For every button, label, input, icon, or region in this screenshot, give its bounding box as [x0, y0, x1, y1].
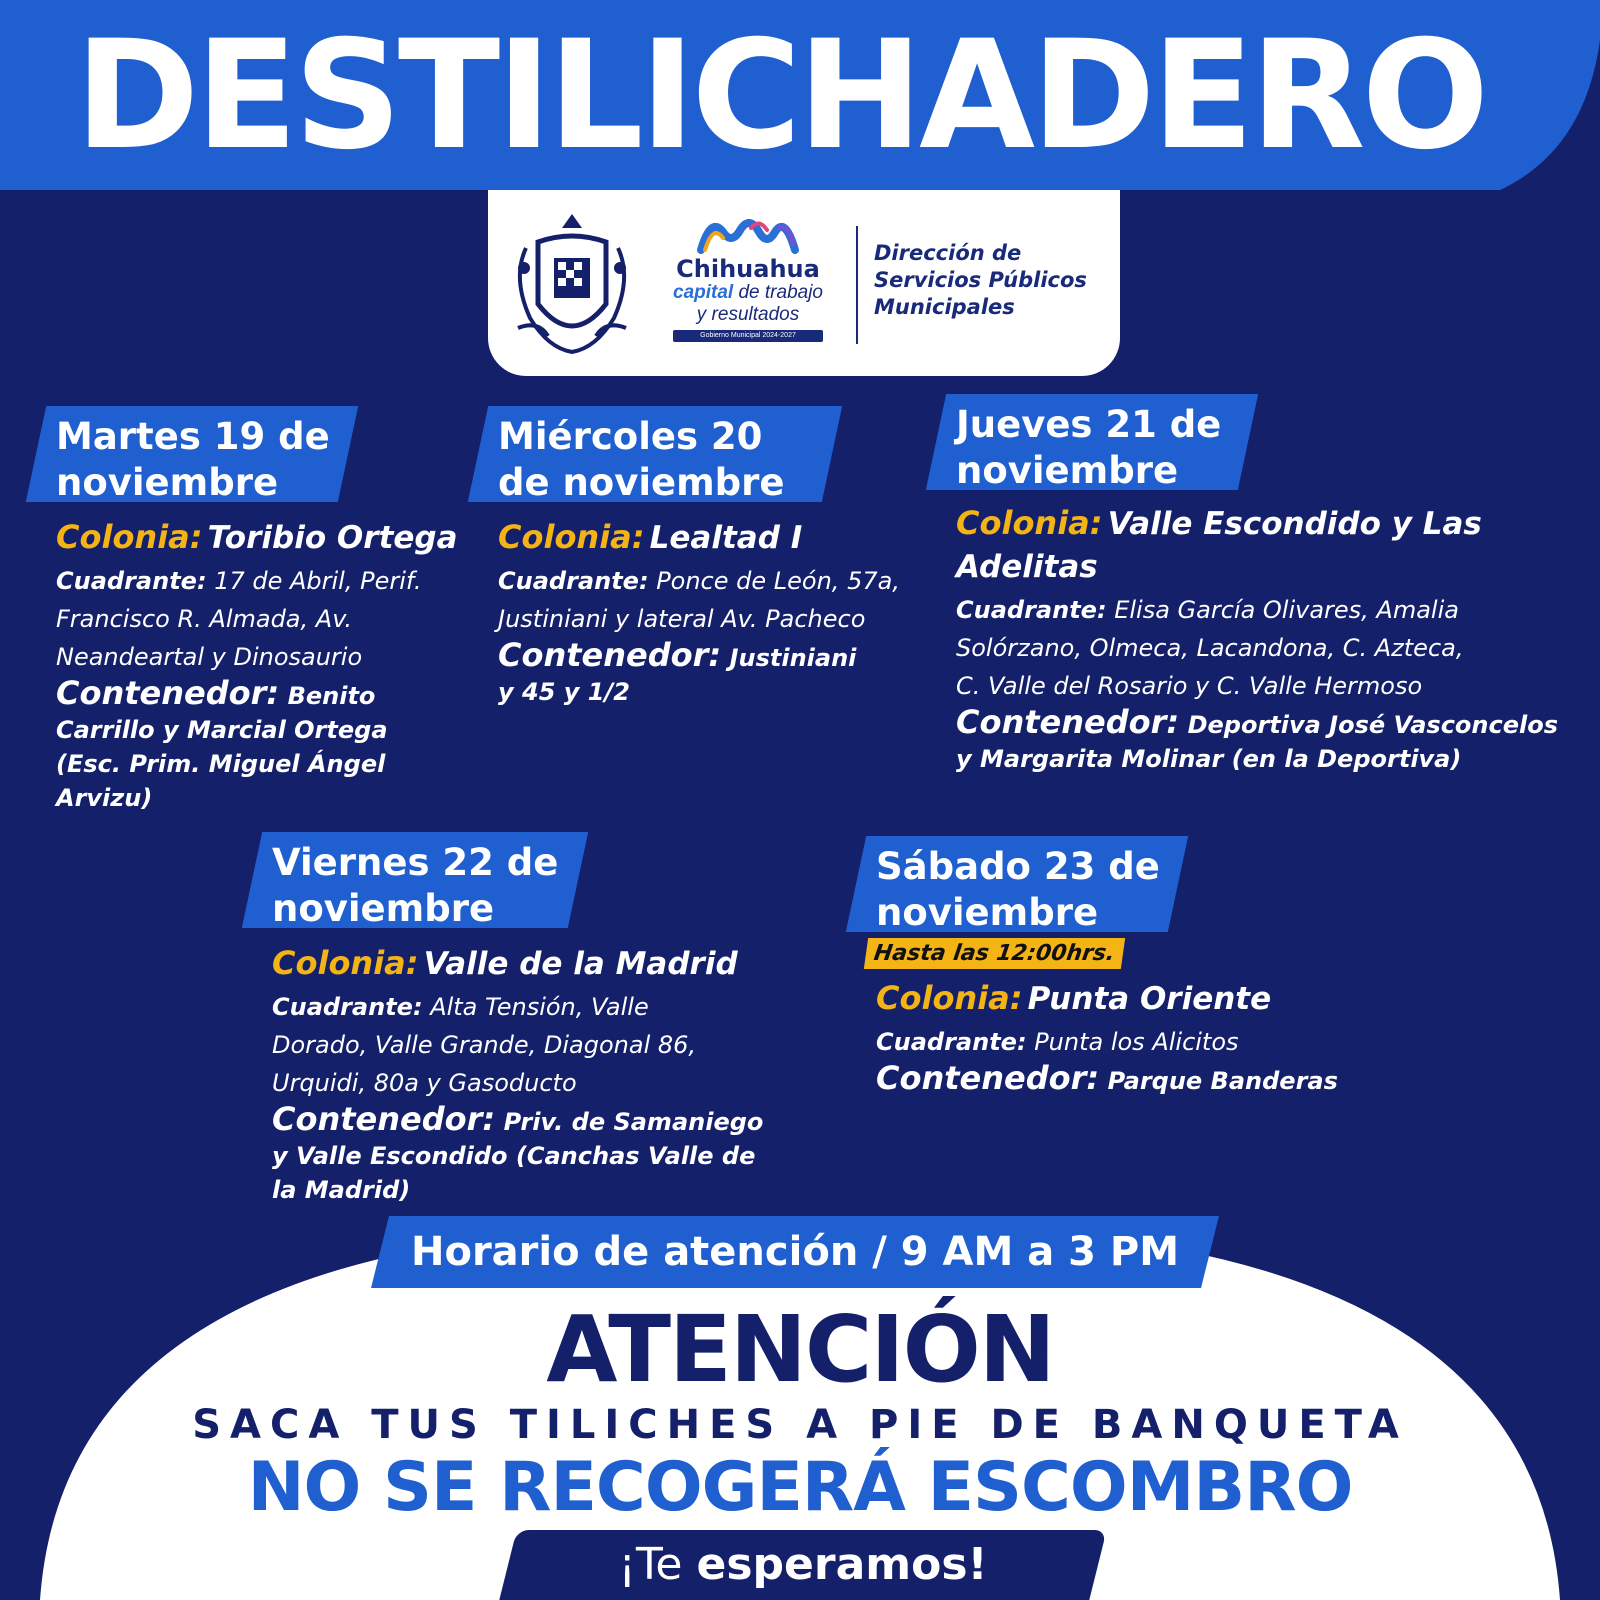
- day-title-line1: Viernes 22 de: [272, 841, 559, 884]
- atencion-heading: ATENCIÓN: [546, 1296, 1054, 1403]
- day-tag: [848, 836, 1174, 942]
- brand-tagline-line2: y resultados: [696, 304, 800, 325]
- colonia-value: Lealtad I: [649, 520, 803, 556]
- cuadrante-line3: Urquidi, 80a y Gasoducto: [272, 1069, 577, 1097]
- brand-tagline-accent: capital: [673, 282, 734, 303]
- day-title-line2: noviembre: [876, 891, 1099, 934]
- cuadrante-line1: Alta Tensión, Valle: [430, 993, 649, 1021]
- brand-name: Chihuahua: [676, 255, 820, 283]
- cuadrante-block: [56, 562, 468, 676]
- cuadrante-block: [956, 591, 1568, 705]
- horario-banner: [380, 1216, 1210, 1288]
- cuadrante-line1: Ponce de León, 57a,: [656, 567, 900, 595]
- brand-logo: [648, 210, 848, 360]
- colonia-label: Colonia:: [56, 518, 203, 556]
- horario-text: Horario de atención / 9 AM a 3 PM: [410, 1229, 1179, 1275]
- dept-line1: Dirección de: [874, 241, 1022, 265]
- day-tag: [244, 832, 572, 938]
- day-title-line1: Martes 19 de: [56, 415, 330, 458]
- brand-strip: Gobierno Municipal 2024-2027: [673, 330, 823, 342]
- department-name: [874, 240, 1104, 321]
- contenedor-line2: y 45 y 1/2: [498, 678, 630, 706]
- cuadrante-label: Cuadrante:: [876, 1028, 1027, 1056]
- day-sabado: [848, 836, 1368, 1098]
- brand-tagline: [648, 282, 848, 304]
- contenedor-block: [56, 676, 468, 815]
- day-viernes: [244, 832, 764, 1207]
- contenedor-label: Contenedor:: [56, 674, 280, 712]
- contenedor-line3: la Madrid): [272, 1176, 411, 1204]
- day-tag: [28, 406, 344, 512]
- contenedor-line1: Benito: [287, 682, 376, 710]
- day-title-line1: Sábado 23 de: [876, 845, 1160, 888]
- logo-card: [488, 190, 1120, 376]
- contenedor-label: Contenedor:: [498, 636, 722, 674]
- day-tag: [470, 406, 799, 512]
- day-title-line2: de noviembre: [498, 461, 785, 504]
- contenedor-block: [498, 638, 910, 709]
- day-title: [244, 832, 572, 938]
- day-title: [928, 394, 1235, 500]
- colonia-label: Colonia:: [498, 518, 645, 556]
- cuadrante-line3: C. Valle del Rosario y C. Valle Hermoso: [956, 672, 1423, 700]
- contenedor-line2: Carrillo y Marcial Ortega: [56, 716, 388, 744]
- card-divider: [856, 226, 858, 344]
- dept-line3: Municipales: [874, 295, 1015, 319]
- cuadrante-label: Cuadrante:: [272, 993, 423, 1021]
- colonia-value: Valle de la Madrid: [423, 946, 738, 982]
- crest-icon: [508, 208, 636, 358]
- contenedor-line1: Priv. de Samaniego: [503, 1108, 764, 1136]
- main-title: DESTILICHADERO: [74, 9, 1486, 183]
- contenedor-line1: Justiniani: [729, 644, 857, 672]
- day-title-line1: Miércoles 20: [498, 415, 763, 458]
- colonia-label: Colonia:: [956, 504, 1103, 542]
- cuadrante-line1: Elisa García Olivares, Amalia: [1114, 596, 1459, 624]
- colonia-value: Punta Oriente: [1027, 981, 1272, 1017]
- cuadrante-label: Cuadrante:: [498, 567, 649, 595]
- day-title: [848, 836, 1174, 942]
- colonia-label: Colonia:: [272, 944, 419, 982]
- cuadrante-line1: 17 de Abril, Perif.: [214, 567, 422, 595]
- brand-tagline-rest: de trabajo: [733, 282, 823, 303]
- cuadrante-block: [272, 988, 764, 1102]
- esperamos-pre: ¡Te: [618, 1539, 697, 1590]
- contenedor-line1: Deportiva José Vasconcelos: [1187, 711, 1558, 739]
- cuadrante-line1: Punta los Alicitos: [1034, 1028, 1239, 1056]
- cuadrante-line2: Solórzano, Olmeca, Lacandona, C. Azteca,: [956, 634, 1464, 662]
- day-martes: [28, 406, 468, 815]
- colonia-value: Toribio Ortega: [207, 520, 458, 556]
- brand-mark-icon: [693, 210, 803, 256]
- contenedor-line1: Parque Banderas: [1107, 1067, 1338, 1095]
- contenedor-block: [956, 705, 1568, 776]
- esperamos-text: [508, 1530, 1098, 1600]
- day-title-line2: noviembre: [272, 887, 495, 930]
- cuadrante-line2: Justiniani y lateral Av. Pacheco: [498, 605, 866, 633]
- contenedor-line2: y Margarita Molinar (en la Deportiva): [956, 745, 1462, 773]
- day-title-line2: noviembre: [56, 461, 279, 504]
- day-jueves: [928, 394, 1568, 776]
- day-tag: [928, 394, 1235, 500]
- day-title-line2: noviembre: [956, 449, 1179, 492]
- colonia-label: Colonia:: [876, 979, 1023, 1017]
- contenedor-label: Contenedor:: [272, 1100, 496, 1138]
- title-banner: [0, 0, 1600, 190]
- cuadrante-block: [876, 1023, 1368, 1061]
- dept-line2: Servicios Públicos: [874, 268, 1087, 292]
- cuadrante-label: Cuadrante:: [56, 567, 207, 595]
- colonia-value: Valle Escondido y Las: [1107, 506, 1482, 542]
- cuadrante-label: Cuadrante:: [956, 596, 1107, 624]
- saca-text: SACA TUS TILICHES A PIE DE BANQUETA: [192, 1402, 1408, 1448]
- no-escombro-text: NO SE RECOGERÁ ESCOMBRO: [247, 1448, 1353, 1527]
- esperamos-banner: [508, 1530, 1098, 1600]
- day-title: [28, 406, 344, 512]
- esperamos-bold: esperamos!: [696, 1539, 988, 1590]
- time-limit-badge: Hasta las 12:00hrs.: [864, 938, 1125, 969]
- contenedor-label: Contenedor:: [876, 1059, 1100, 1097]
- cuadrante-line3: Neandeartal y Dinosaurio: [56, 643, 363, 671]
- day-title: [470, 406, 799, 512]
- contenedor-label: Contenedor:: [956, 703, 1180, 741]
- contenedor-block: [876, 1061, 1368, 1098]
- contenedor-line3: (Esc. Prim. Miguel Ángel Arvizu): [56, 750, 386, 812]
- day-miercoles: [470, 406, 910, 709]
- cuadrante-block: [498, 562, 910, 638]
- day-title-line1: Jueves 21 de: [956, 403, 1222, 446]
- cuadrante-line2: Francisco R. Almada, Av.: [56, 605, 353, 633]
- colonia-value-line2: Adelitas: [956, 549, 1098, 585]
- cuadrante-line2: Dorado, Valle Grande, Diagonal 86,: [272, 1031, 697, 1059]
- contenedor-line2: y Valle Escondido (Canchas Valle de: [272, 1142, 756, 1170]
